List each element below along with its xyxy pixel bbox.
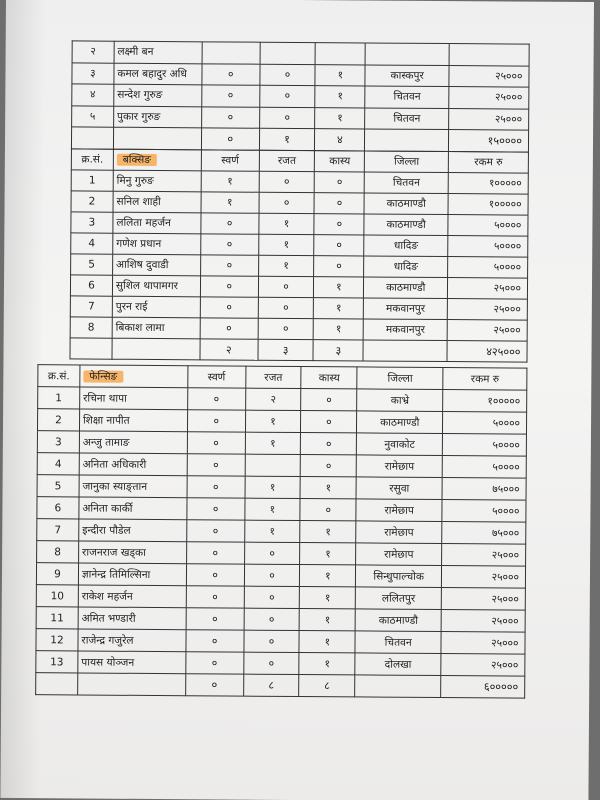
player-name: जानुका स्याङ्तान: [79, 475, 187, 498]
bronze-count: १: [299, 653, 355, 675]
header-gold: स्वर्ण: [201, 150, 259, 171]
silver-count: ०: [258, 276, 314, 297]
silver-count: १: [245, 410, 301, 432]
prize-amount: १०००००: [448, 173, 528, 195]
sport-name-highlight: फेन्सिङ: [83, 370, 123, 382]
header-gold: स्वर्ण: [188, 366, 246, 388]
gold-count: ०: [187, 432, 245, 454]
gold-count: ०: [201, 213, 259, 234]
district-name: रामेछाप: [356, 543, 442, 566]
header-bronze: कास्य: [315, 151, 365, 172]
player-name: अनिता कार्की: [79, 497, 187, 520]
total-gold: २: [200, 339, 258, 360]
player-name: कमल बहादुर अधि: [114, 63, 202, 85]
bronze-count: ०: [301, 389, 357, 411]
serial-number: 3: [37, 431, 79, 453]
gold-count: ०: [187, 388, 245, 410]
district-name: रामेछाप: [356, 499, 442, 522]
silver-count: १: [258, 234, 314, 255]
total-silver: १: [259, 128, 315, 150]
header-amount: रकम रु: [448, 152, 528, 174]
prize-amount: २५०००: [441, 654, 525, 677]
serial-number: ५: [72, 105, 114, 127]
gold-count: ०: [186, 564, 244, 586]
bronze-count: १: [299, 631, 355, 653]
bronze-count: ०: [314, 193, 364, 214]
bronze-count: ०: [301, 455, 357, 477]
gold-count: ०: [186, 608, 244, 630]
prize-amount: २५०००: [442, 544, 526, 567]
gold-count: ०: [200, 255, 258, 276]
gold-count: [202, 42, 260, 64]
gold-count: १: [201, 171, 259, 192]
player-name: शिक्षा नापीत: [79, 409, 187, 432]
district-name: काठमाण्डौ: [364, 214, 448, 236]
serial-number: ३: [72, 62, 114, 84]
silver-count: ०: [244, 608, 300, 630]
silver-count: ०: [243, 652, 299, 674]
total-blank: [112, 338, 200, 360]
total-blank: [70, 338, 112, 359]
serial-number: 9: [36, 563, 78, 585]
total-bronze: ३: [313, 340, 363, 361]
total-silver: ८: [243, 674, 299, 696]
serial-number: ४: [72, 84, 114, 106]
gold-count: ०: [201, 106, 259, 128]
gold-count: ०: [187, 476, 245, 498]
player-name: राजेन्द्र गजुरेल: [78, 629, 186, 652]
gold-count: १: [201, 192, 259, 213]
silver-count: ०: [258, 297, 314, 318]
prize-amount: २५०००: [441, 632, 525, 655]
silver-count: १: [244, 498, 300, 520]
district-name: काठमाण्डौ: [364, 277, 448, 299]
serial-number: 12: [36, 629, 78, 651]
total-blank: [36, 673, 78, 695]
total-row: [70, 338, 527, 362]
prize-amount: ५००००: [442, 500, 526, 523]
gold-count: ०: [200, 276, 258, 297]
player-name: ज्ञानेन्द्र तिमिल्सिना: [78, 563, 186, 586]
prize-amount: ७५०००: [442, 478, 526, 501]
total-blank: [78, 673, 186, 696]
gold-count: ०: [200, 318, 258, 339]
silver-count: ०: [258, 318, 314, 339]
bronze-count: १: [314, 298, 364, 319]
total-silver: ३: [258, 339, 314, 360]
fencing-prize-table: [35, 364, 527, 698]
gold-count: ०: [186, 630, 244, 652]
player-name: राजनराज खड्का: [78, 541, 186, 564]
district-name: चितवन: [364, 172, 448, 194]
header-district: जिल्ला: [357, 367, 443, 390]
bronze-count: ०: [315, 172, 365, 193]
gold-count: ०: [187, 498, 245, 520]
district-name: रामेछाप: [356, 455, 442, 478]
total-blank: [113, 127, 201, 149]
total-gold: ०: [185, 674, 243, 696]
bronze-count: ०: [314, 214, 364, 235]
silver-count: १: [244, 520, 300, 542]
total-bronze: ८: [299, 675, 355, 697]
district-name: नुवाकोट: [357, 433, 443, 456]
prize-table-continued: [71, 40, 530, 152]
bronze-count: १: [315, 107, 365, 129]
header-bronze: कास्य: [301, 367, 357, 389]
serial-number: 8: [70, 317, 112, 338]
prize-amount: ५००००: [443, 412, 527, 435]
total-amount: ४२५०००: [447, 341, 527, 363]
bronze-count: १: [315, 86, 365, 108]
silver-count: ०: [244, 586, 300, 608]
prize-amount: ५००००: [448, 257, 528, 279]
serial-number: 10: [36, 585, 78, 607]
serial-number: २: [72, 41, 114, 63]
total-row: [36, 673, 525, 698]
bronze-count: ०: [314, 256, 364, 277]
prize-amount: २५०००: [441, 588, 525, 611]
serial-number: 1: [38, 387, 80, 409]
bronze-count: १: [300, 543, 356, 565]
total-blank: [71, 127, 113, 149]
prize-amount: ५००००: [448, 236, 528, 258]
silver-count: ०: [259, 107, 315, 129]
serial-number: 3: [71, 212, 113, 233]
sport-name-highlight: बक्सिङ: [117, 154, 157, 166]
player-name: पुरन राई: [112, 296, 200, 318]
player-name: इन्दीरा पौडेल: [79, 519, 187, 542]
player-name: राकेश महर्जन: [78, 585, 186, 608]
silver-count: ०: [244, 542, 300, 564]
prize-amount: ५००००: [442, 456, 526, 479]
bronze-count: [316, 43, 366, 65]
silver-count: ०: [259, 192, 315, 213]
gold-count: ०: [186, 520, 244, 542]
silver-count: २: [245, 388, 301, 410]
district-name: कास्कपुर: [365, 64, 449, 86]
total-blank: [355, 675, 441, 698]
serial-number: 13: [36, 651, 78, 673]
prize-amount: १०००००: [443, 390, 527, 413]
gold-count: ०: [200, 297, 258, 318]
total-gold: ०: [201, 128, 259, 150]
serial-number: 5: [37, 475, 79, 497]
district-name: धादिङ: [364, 256, 448, 278]
player-name: अन्जु तामाङ: [79, 431, 187, 454]
gold-count: ०: [202, 63, 260, 85]
header-sn: क्र.सं.: [71, 149, 113, 170]
bronze-count: ०: [301, 433, 357, 455]
header-silver: रजत: [245, 366, 301, 388]
gold-count: ०: [186, 542, 244, 564]
total-blank: [365, 129, 449, 151]
serial-number: 4: [37, 453, 79, 475]
total-blank: [363, 340, 447, 362]
district-name: ललितपुर: [356, 587, 442, 610]
player-name: पुकार गुरुङ: [113, 106, 201, 128]
header-silver: रजत: [259, 150, 315, 171]
player-name: गणेश प्रधान: [113, 233, 201, 255]
player-name: लक्ष्मी बन: [114, 41, 202, 63]
bronze-count: १: [300, 609, 356, 631]
district-name: सिन्धुपाल्चोक: [356, 565, 442, 588]
bronze-count: १: [314, 277, 364, 298]
player-name: रचिना थापा: [80, 387, 188, 410]
player-name: पायस योञ्जन: [78, 651, 186, 674]
district-name: दोलखा: [355, 653, 441, 676]
gold-count: ०: [187, 454, 245, 476]
serial-number: 7: [37, 519, 79, 541]
prize-amount: १०००००: [448, 194, 528, 216]
total-bronze: ४: [315, 129, 365, 151]
serial-number: 6: [37, 497, 79, 519]
prize-amount: ७५०००: [442, 522, 526, 545]
prize-amount: २५०००: [449, 108, 529, 130]
bronze-count: १: [300, 521, 356, 543]
silver-count: १: [245, 432, 301, 454]
player-name: ललिता महर्जन: [113, 212, 201, 234]
player-name: मिनु गुरुङ: [113, 170, 201, 192]
district-name: काठमाण्डौ: [357, 411, 443, 434]
serial-number: 2: [37, 409, 79, 431]
bronze-count: ०: [314, 235, 364, 256]
prize-amount: २५०००: [448, 278, 528, 300]
serial-number: 6: [70, 275, 112, 296]
silver-count: [260, 42, 316, 64]
prize-amount: २५०००: [442, 566, 526, 589]
silver-count: १: [245, 476, 301, 498]
district-name: चितवन: [365, 107, 449, 129]
header-sport: [113, 149, 201, 171]
bronze-count: १: [300, 477, 356, 499]
prize-amount: २५०००: [441, 610, 525, 633]
gold-count: ०: [202, 85, 260, 107]
player-name: सुशिल थापामगर: [112, 275, 200, 297]
prize-amount: २५०००: [447, 320, 527, 342]
bronze-count: ०: [300, 499, 356, 521]
serial-number: 1: [71, 170, 113, 191]
district-name: रामेछाप: [356, 521, 442, 544]
boxing-prize-table: [69, 148, 528, 362]
total-amount: ६०००००: [441, 676, 525, 699]
bronze-count: १: [300, 565, 356, 587]
player-name: बिकाश लामा: [112, 317, 200, 339]
bronze-count: १: [315, 64, 365, 86]
silver-count: [245, 454, 301, 476]
prize-amount: [449, 44, 529, 66]
prize-amount: ५००००: [442, 434, 526, 457]
bronze-count: १: [300, 587, 356, 609]
serial-number: 4: [71, 233, 113, 254]
serial-number: 2: [71, 191, 113, 212]
header-sn: क्र.सं.: [38, 365, 80, 387]
prize-amount: २५०००: [447, 299, 527, 321]
silver-count: १: [258, 255, 314, 276]
serial-number: 5: [71, 254, 113, 275]
player-name: आशिष दुवाडी: [112, 254, 200, 276]
district-name: चितवन: [365, 86, 449, 108]
silver-count: ०: [260, 64, 316, 86]
silver-count: ०: [244, 630, 300, 652]
silver-count: ०: [259, 85, 315, 107]
gold-count: ०: [201, 234, 259, 255]
serial-number: 8: [37, 541, 79, 563]
serial-number: 7: [70, 296, 112, 317]
serial-number: 11: [36, 607, 78, 629]
district-name: [365, 43, 449, 65]
prize-amount: २५०००: [449, 65, 529, 87]
header-sport: [80, 365, 188, 388]
district-name: चितवन: [355, 631, 441, 654]
district-name: रसुवा: [356, 477, 442, 500]
district-name: काठमाण्डौ: [355, 609, 441, 632]
silver-count: ०: [259, 171, 315, 192]
bronze-count: १: [314, 319, 364, 340]
district-name: मकवानपुर: [363, 319, 447, 341]
prize-amount: २५०००: [449, 87, 529, 109]
total-amount: १५००००: [449, 130, 529, 152]
gold-count: ०: [187, 410, 245, 432]
bronze-count: ०: [301, 411, 357, 433]
header-district: जिल्ला: [365, 151, 449, 173]
silver-count: ०: [244, 564, 300, 586]
gold-count: ०: [186, 652, 244, 674]
player-name: अनिता अधिकारी: [79, 453, 187, 476]
district-name: धादिङ: [364, 235, 448, 257]
district-name: काभ्रे: [357, 389, 443, 412]
player-name: सन्देश गुरुङ: [114, 84, 202, 106]
prize-amount: ५००००: [448, 215, 528, 237]
district-name: काठमाण्डौ: [364, 193, 448, 215]
silver-count: १: [258, 213, 314, 234]
header-amount: रकम रु: [443, 368, 527, 391]
district-name: मकवानपुर: [364, 298, 448, 320]
gold-count: ०: [186, 586, 244, 608]
player-name: सनिल शाही: [113, 191, 201, 213]
player-name: अमित भण्डारी: [78, 607, 186, 630]
